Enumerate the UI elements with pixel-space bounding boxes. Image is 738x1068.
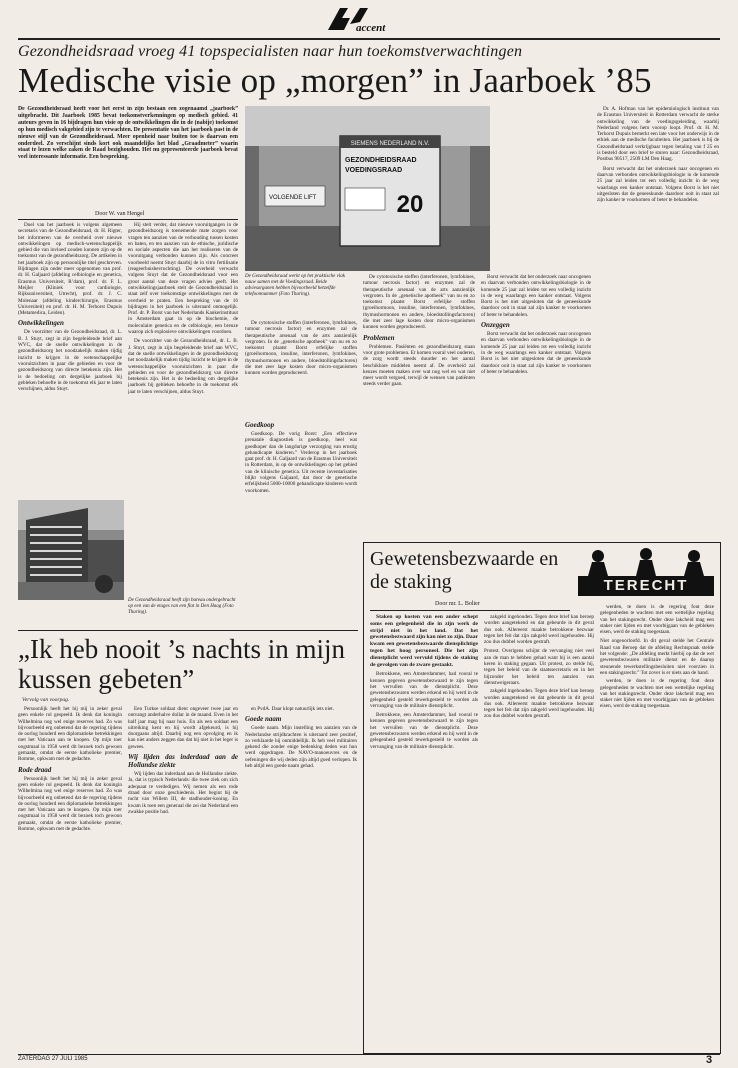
article1-body-col1b-para: De voorzitter van de Gezondheidsraad, dr. L. B. J. Stuyt, zegt in zijn begeleidende brief aan WVC, dat de snelle ontwikkelingen in de gezondheidszorg het noodzakelijk maken tijdig inzicht te krijgen in de wetenschappelijke vooruitzichten in paar die gebieden en voor de gezondheidszorg van directe betekenis zijn. Het is de bedoeling om dergelijke jaarboek bij gebleken behoefte in de toekomst elk jaar te laten verschijnen, aldus Stuyt. — [18, 329, 122, 393]
article3-col3-para: werden, te doen is de regering fout deze gelegenheden te wachten met een wettelijke regeling van het stakingsrecht. Onder deze lakcheid mag een staker niet lijden en met voorbijgaan van de gebleken eisen, werd de staking toegestaan. — [600, 604, 714, 636]
article3-byline: Door mr. L. Bolier — [435, 601, 480, 607]
sign-line1: GEZONDHEIDSRAAD — [345, 157, 417, 164]
main-photo-caption: De Gezondheidsraad werkt op het praktische vlak nauw samen met de Voedingsraad. Beide adviesorganen hebben bijvoorbeeld hetzelfde telefoonnummer (Foto Thuring). — [245, 274, 345, 297]
article1-subhead-problemen: Problemen — [363, 333, 395, 342]
article3-col1b-para: Betrokkene, een Amsterdammer, had vooral te kennen gegeven gewetensbezwaard te zijn tegen het vervullen van de dienstplicht. Deze gewetensbezwaren werden erkend en hij werd in de gelegenheid gesteld tewerkgesteld te worden als vervanging van de militaire dienstplicht. — [370, 712, 478, 750]
article1-body-col2-para2: De voorzitter van de Gezondheidsraad, dr. L. B. J. Stuyt, zegt in zijn begeleidende brief aan WVC, dat de snelle ontwikkelingen in de gezondheidszorg het noodzakelijk maken tijdig inzicht te krijgen in de wetenschappelijke vooruitzichten in paar die gebieden en voor de gezondheidszorg van directe betekenis zijn. Het is de bedoeling om dergelijke jaarboek bij gebleken behoefte in de toekomst elk jaar te laten verschijnen, aldus Stuyt. — [128, 338, 238, 395]
masthead-logo — [320, 4, 400, 34]
article3-headline: Gewetensbezwaarde en de staking — [370, 548, 559, 593]
article1-body-col4-para: Goedkoop. De vorig Borst: „Een effectieve prenatale diagnostiek is goedkoop, heel wat goedkoper dan de langdurige verzorging van ernstig gehandicapte kinderen.” Verderop in het jaarboek gaat prof. dr. H. Galjaard van de Erasmus Universiteit in Rotterdam, in op de ontwikkelingen op het gebied van de klinische genetica. Uit recente inventarisaties blijkt volgens Galjaard, dat door de genetische erfelijkheid 5000-10000 gehandicapte kinderen wordt voorkomen. — [245, 431, 357, 494]
article1-kicker: Gezondheidsraad vroeg 41 topspecialisten naar hun toekomstverwachtingen — [18, 43, 523, 60]
sign-number: 20 — [396, 191, 424, 218]
article2-col3-para: en PvdA. Daar klopt natuurlijk iets niet. — [251, 706, 334, 712]
article1-body-col6 — [481, 274, 591, 536]
article1-body-col1 — [18, 222, 122, 497]
article1-body-col3 — [245, 320, 357, 416]
masthead-logo-icon — [320, 4, 400, 34]
article1-body-col1-para: Doel van het jaarboek is volgens algemeen secretaris van de Gezondheidsraad, dr. H. Rigter, het informeren van de overheid over nieuwe ontwikkelingen op medisch-wetenschappelijk gebied die van invloed zouden kunnen zijn op de toekomst van de gezondheidszorg. De artikelen in het jaarboek zijn op persoonlijke titel geschreven. Bijdragen zijn onder meer opgenomen van prof. dr. H. Galjaard (afdeling celbiologie en genetica, Erasmus Universiteit, R’dam), prof. dr. F. L. Meijler (Kliniek voor cardiologie, Rijksuniversiteit, Utrecht), prof. dr. J. C. Molenaar (afdeling kinderchirurgie, Erasmus Universiteit) en prof. dr. H. M. Terhorst Dupuis (Metamedica, Leiden). — [18, 222, 122, 317]
article1-body-col7b-para: Borst verwacht dat het onderzoek naar oncogenen en daarvan verbonden ontwikkelingsbiologie in de komende 25 jaar zal leiden tot een volledig inzicht in de weg waarlangs een kanker ontstaat. Volgens Borst is het niet uitgesloten dat de geneeskunde daardoor ooit in staat zal zijn kanker te voorkomen of beter te behandelen. — [597, 165, 719, 204]
article2-col3b-para: Goede naam. Mijn instelling ten aanzien van de Nederlandse strijdkrachten is uiteraard zeer positief, zo verklaarde hij onmiddellijk. Ik heb veel militairen gekend die zonder enige bedenking deden wat hun werd opgedragen. De NAVO-manoeuvres en de oefeningen die wij deden zijn altijd goed verlopen. Ik heb altijd een goede naam gehad. — [245, 725, 357, 770]
svg-text:accent: accent — [356, 22, 386, 34]
article2-subhead-rode-draad: Rode draad — [18, 765, 52, 774]
article1-body-col2-para: Hij stelt verder, dat nieuwe vooruitgangen in de gezondheidszorg is toenemende mate zorgen voor vragen ten aanzien van de verhouding tussen kosten en baten, en ten aanzien van de ethische, juridische en sociale aspecten die aan het realiseren van de vooruitgang verbonden kunnen zijn. Als concreet voorbeeld noemt Stuyt daarbij de in vitro fertilisatie (reageerbuisbevruchting). De overheid verwacht volgens Stuyt dat de Gezondheidsraad voor een groot aantal van deze vragen advies geeft. Het ontwikkelingsjaarboek stelt de Gezondheidsraad in staat zelf over toekomstige ontwikkelingen met de overheid te praten. Een bespreking van de 16 bijdragen in het jaarboek is uiteraard onmogelijk. Prof. dr. P. Borst van het Nederlands Kankerinstituut in Amsterdam gaat in op de biochemie, de moleculaire genetica en de celbiologie, een breuze waarop zich explosieve ontwikkelingen voordoen. — [128, 222, 238, 336]
article2-col1b-para: Persoonlijk heeft het hij mij in zeker geval geen enkele rol gespeeld. Ik denk dat koningin Wilhelmina nog wel enige reserves had. Zo was bijvoorbeeld erg onbetend dat de regering tijdens de oorlog honderd een diplomatieke betrekkingen met het Vaticaan aan te knopen. Op mijn toer oogstmaal in 1958 werd dit bezoek toch gewoon gemaakt, omdat de eerste katholieke premier, Romme, opkwam met de gedachte. — [18, 775, 122, 833]
building-photo-icon — [18, 500, 124, 600]
article2-byline: Vervolg van voorpag. — [22, 697, 70, 703]
article1-subhead-goedkoop: Goedkoop — [245, 421, 275, 429]
article3-col1-para: Betrokkene, een Amsterdammer, had vooral te kennen gegeven gewetensbezwaard te zijn tegen het vervullen van de dienstplicht. Deze gewetensbezwaren werden erkend en hij werd in de gelegenheid gesteld tewerkgesteld te worden als vervanging van de militaire dienstplicht. — [370, 671, 478, 709]
article1-lead: De Gezondheidsraad heeft voor het eerst in zijn bestaan een zogenaamd „jaarboek” uitgebracht. Dit Jaarboek 1985 bevat toekomstverkenningen op medisch gebied. 41 auteurs geven in 16 bijdragen hun visie op de ontwikkelingen die in de (nabije) toekomst op hun medisch vakgebied zijn te verwachten. De presentatie van het jaarboek past in de nieuwe stijl van de Gezondheidsraad. Meer openheid naar buiten toe is daarvan een onderdeel. Zo verschijnt sinds kort ook maandelijks het blad „Graadmeter” waarin staat te lezen welke zaken de Raad bezighouden. Het nu gepresenteerde jaarboek bevat veel interessante informatie. Een bespreking. — [18, 106, 238, 161]
article3-col2 — [484, 614, 594, 1044]
section-rule — [18, 630, 358, 631]
sign-small: VOLGENDE LIFT — [269, 195, 317, 201]
article1-subhead-onzeggen: Onzeggen — [481, 321, 510, 330]
article3-col2b-para: zakgeld ingehouden. Tegen deze brief kan beroep worden aangetekend en dat gebeurde in dit geval dus ook. Allereerst maakte betrokkene bezwaar tegen het feit dat zijn zakgeld werd ingehouden. Hij zou dus dubbel worden gestraft. — [484, 688, 594, 720]
article3-col2-para: zakgeld ingehouden. Tegen deze brief kan beroep worden aangetekend en dat gebeurde in dit geval dus ook. Allereerst maakte betrokkene bezwaar tegen het feit dat zijn zakgeld werd ingehouden. Hij zou dus dubbel worden gestraft. — [484, 614, 594, 646]
article1-body-col3-para: De cytotoxische stoffen (interferonen, lymfokines, tumour necrosis factor) en enzymen zal de therapeutische arsenaal van de arts aanzienlijk vergroten. In de „genetische apotheek” van nu en zo toekomst plaatst Borst erfelijke stoffen (groeihormoon, insuline, interferonen, lymfokines, thymushormonen en andere, bloedstollingsfactoren) die met zeer lage kosten door micro-organismen kunnen worden geproduceerd. — [245, 320, 357, 377]
main-photo — [245, 106, 490, 271]
article1-body-col4 — [245, 418, 357, 594]
article3-col3b-para: werden, te doen is de regering fout deze gelegenheden te wachten met een wettelijke regeling van het stakingsrecht. Onder deze lakcheid mag een staker niet lijden en met voorbijgaan van de gebleken eisen, werd de staking toegestaan. — [600, 678, 714, 710]
footer-date: ZATERDAG 27 JULI 1985 — [18, 1056, 88, 1062]
article1-byline: Door W. van Hengel — [95, 211, 145, 217]
footer-page-number: 3 — [706, 1054, 713, 1066]
article1-body-col6-para: Borst verwacht dat het onderzoek naar oncogenen en daarvan verbonden ontwikkelingsbiologie in de komende 25 jaar zal leiden tot een volledig inzicht in de weg waarlangs een kanker ontstaat. Volgens Borst is het niet uitgesloten dat de geneeskunde daardoor ooit in staat zal zijn kanker te voorkomen of beter te behandelen. — [481, 274, 591, 318]
article1-body-col7-para: Dr. A. Hofman van het epidemiologisch instituut van de Erasmus Universiteit in Rotterdam verwacht de sterke ontwikkeling van de voedingsgeleiding, waarbij Nederland volgens hem voorop loopt. Prof. dr. H. M. Terhorst Dupuis bemerkt een late voor het onderwijs in de ethiek aan de medische faculteiten. Het jaarboek is bij de Gezondheidsraad verkrijgbaar tegen betaling van f 25 en is besteld door een brief te sturen naar: Gezondheidsraad, Postbus 90517, 2509 LM Den Haag. — [597, 106, 719, 163]
article3-col3 — [600, 604, 714, 1044]
article1-body-col6b-para: Borst verwacht dat het onderzoek naar oncogenen en daarvan verbonden ontwikkelingsbiologie in de komende 25 jaar zal leiden tot een volledig inzicht in de weg waarlangs een kanker ontstaat. Volgens Borst is het niet uitgesloten dat de geneeskunde daardoor ooit in staat zal zijn kanker te voorkomen of beter te behandelen. — [481, 331, 591, 375]
article2-headline: „Ik heb nooit ’s nachts in mijn kussen gebeten” — [18, 634, 345, 694]
article2-col2b-para: Wij lijden das inderdaad aan de Hollandse ziekte. Ja, dat is typisch Nederlands: die twee ziek om zich adequaat te verdedigen. Wij nemen als een rode draad door onze geschiedenis. Het begint bij de tucht van Willem III, de stadhouder-koning. En kwam ik toen een generaal die zei dat Nederland een zwakke positie had. — [128, 771, 238, 815]
article2-col2 — [128, 706, 238, 1051]
article2-col2-para: Een Turkse soldaat dient ongeveer twee jaar en ontvangt anderhalve dollar in de maand. Even in het half jaar mag hij naar huis. En als een soldaat een uitreiking kent en hij wordt afgekeurd, is hij doorgaans altijd. Daarbij nog een opvolging en ik kan niet anders zeggen dan dat hij niet in het leger is gewees. — [128, 706, 238, 750]
building-photo — [18, 500, 124, 600]
building-photo-caption: De Gezondheidsraad heeft zijn bureau ondergebracht op een van de etages van een flat in Den Haag (Foto Thuring). — [128, 598, 236, 615]
article3-subhead-protest: Protest. Overigens schijnt de vervanging niet veel aan de man te hebben gehad want hij is een aantal keren in staking gegaan. Uit protest, zo stelde hij, tegen het beleid van de staatssecretaris en in het bijzonder het beleid ten aanzien van dienstweigeraars. — [484, 648, 594, 686]
article3-banner — [576, 546, 716, 598]
article3-byline-rule — [370, 610, 570, 611]
article2-col1 — [18, 706, 122, 1051]
article1-body-col5b-para: Problemen. Pasiënten en gezondheidszorg staan voor grote problemen. Er komen vooral veel ouderen, de zorg wordt steeds duurder en het aantal beschikbare middelen neemt af. De overheid zal keuzes moeten maken over wat nog wel en wat niet meer wordt vergoed, terwijl de wensen van patiënten steeds verder gaan. — [363, 343, 475, 388]
sign-line2: VOEDINGSRAAD — [345, 167, 403, 174]
article1-body-col2 — [128, 222, 238, 594]
article3-lead: Staken op kosten van een ander schept soms een gelegenheid die in zijn werk de strijd niet in het land. Dat het gewetensbezwaard zijn kan niet zo zijn. Daar kwam een gewetensbezwaarde diensplichtige tegen het hoog personeel. Die het zijn dienstplicht werd vervuld tijdens de staking de gevolgen van de zware gestaakt. — [370, 614, 478, 668]
article1-body-col7 — [597, 106, 719, 536]
article1-subhead-ontwikkelingen: Ontwikkelingen — [18, 319, 64, 328]
main-photo-icon — [245, 106, 490, 271]
article3-banner-text: TERECHT — [603, 577, 689, 594]
article3-subhead-niet-ongeoorloofd: Niet ongeoorloofd. In dit geval stelde het Centrale Raad van Beroep dat de afdeling Rechtspraak stelde het volgende: „De afdeling merkt hierbij op dat de wet gewetensbezwaren militaire dienst en de daarop steunende tewerkstellingsbesluiten niet voorzien in een stakingsrecht.” Tot zover is er niets aan de hand. — [600, 638, 714, 676]
article2-subhead-goede-naam: Goede naam — [245, 715, 282, 724]
byline-rule — [18, 219, 238, 220]
article2-col1-para: Persoonlijk heeft het hij mij in zeker geval geen enkele rol gespeeld. Ik denk dat koningin Wilhelmina nog wel enige reserves had. Zo was bijvoorbeeld erg onbetend dat de regering tijdens de oorlog honderd een diplomatieke betrekkingen met het Vaticaan aan te knopen. Op mijn toer oogstmaal in 1958 werd dit bezoek toch gewoon gemaakt, omdat de eerste katholieke premier, Romme, opkwam met de gedachte. — [18, 706, 122, 763]
article3-col1 — [370, 614, 478, 1044]
article1-body-col5-para: De cytotoxische stoffen (interferonen, lymfokines, tumour necrosis factor) en enzymen zal de therapeutische arsenaal van de arts aanzienlijk vergroten. In de „genetische apotheek” van nu en zo toekomst plaatst Borst erfelijke stoffen (groeihormoon, insuline, interferonen, lymfokines, thymushormonen en andere, bloedstollingsfactoren) die met zeer lage kosten door micro-organismen kunnen worden geproduceerd. — [363, 274, 475, 331]
article2-col3 — [245, 706, 357, 1051]
article1-headline: Medische visie op „morgen” in Jaarboek ’85 — [18, 61, 652, 100]
footer-rule — [18, 1054, 720, 1055]
masthead-rule — [18, 38, 720, 40]
sign-header: SIEMENS NEDERLAND N.V. — [350, 141, 430, 147]
article2-subhead-hollandse-ziekte: Wij lijden das inderdaad aan de Hollandse ziekte — [128, 753, 238, 770]
